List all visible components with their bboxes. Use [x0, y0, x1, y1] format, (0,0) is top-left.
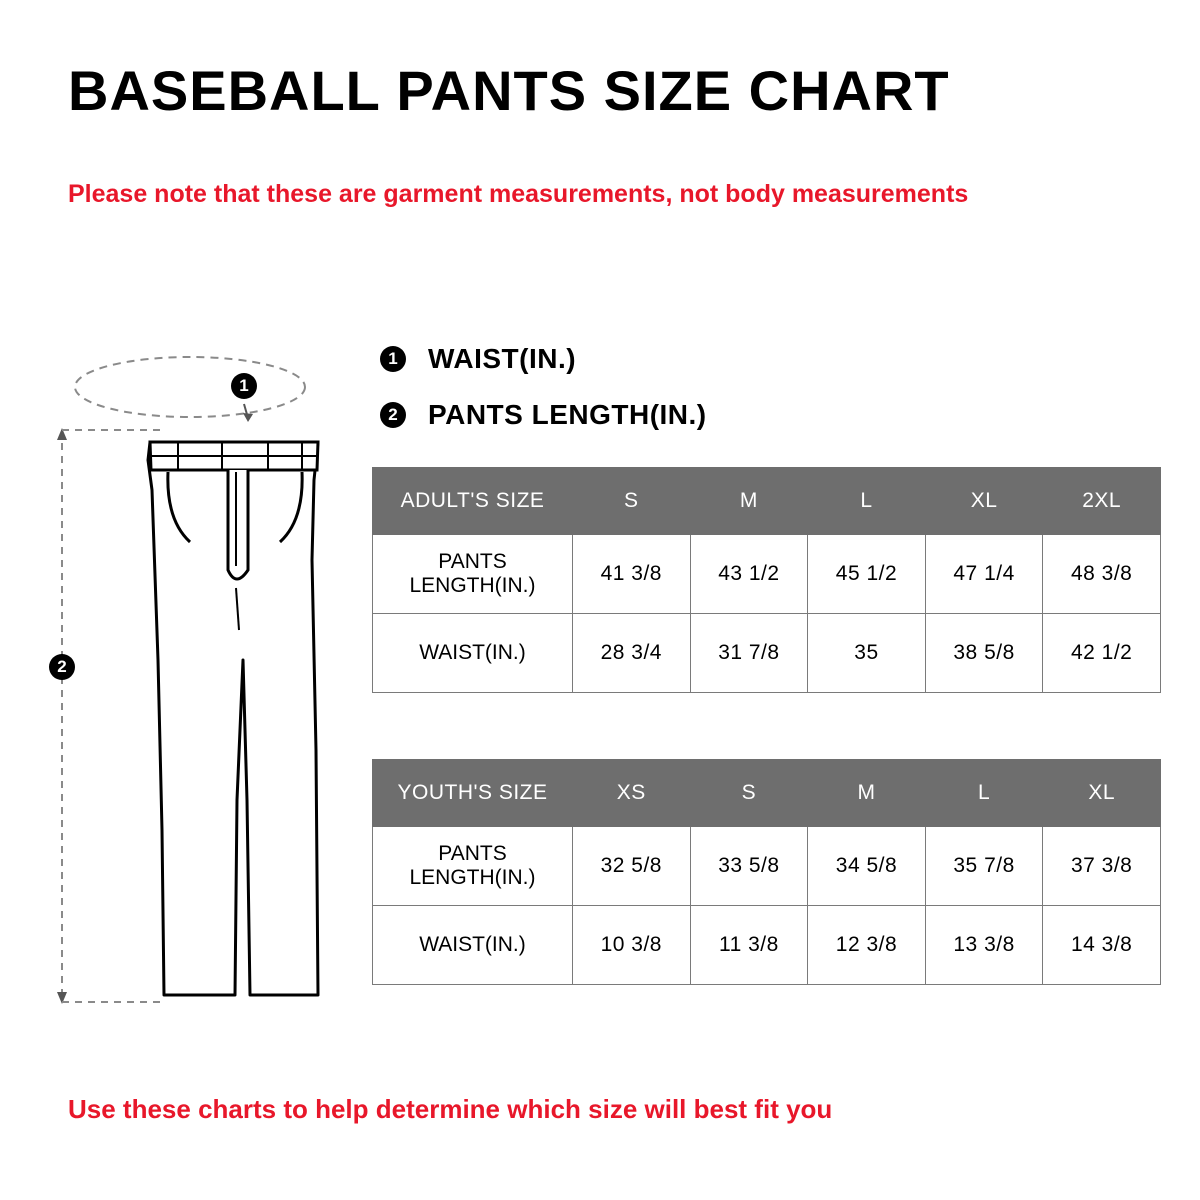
legend-label-waist: WAIST(IN.)	[428, 343, 577, 374]
youth-row-1-label: WAIST(IN.)	[373, 906, 573, 985]
adult-row-0-val-3: 47 1/4	[925, 535, 1043, 614]
adult-col-1: M	[690, 468, 808, 535]
youth-col-3: L	[925, 760, 1043, 827]
youth-row-0-val-3: 35 7/8	[925, 827, 1043, 906]
adult-row-1-val-0: 28 3/4	[573, 614, 691, 693]
youth-col-1: S	[690, 760, 808, 827]
youth-col-2: M	[808, 760, 926, 827]
diagram-badge-waist: 1	[231, 373, 257, 399]
adult-col-0: S	[573, 468, 691, 535]
table-row	[373, 906, 1161, 985]
table-header-row	[373, 760, 1161, 827]
adult-col-4: 2XL	[1043, 468, 1161, 535]
adult-corner-line1: ADULT'S SIZE	[400, 488, 545, 512]
adult-row-1-val-2: 35	[808, 614, 926, 693]
adult-row-0-val-1: 43 1/2	[690, 535, 808, 614]
youth-row-1-val-1: 11 3/8	[690, 906, 808, 985]
adult-col-3: XL	[925, 468, 1043, 535]
table-row	[373, 535, 1161, 614]
adult-row-0-label: PANTS LENGTH(IN.)	[373, 535, 573, 614]
youth-row-1-val-3: 13 3/8	[925, 906, 1043, 985]
youth-row-0-val-0: 32 5/8	[573, 827, 691, 906]
youth-corner-label	[373, 760, 573, 827]
legend-label-length: PANTS LENGTH(IN.)	[428, 399, 707, 430]
adult-row-0-val-2: 45 1/2	[808, 535, 926, 614]
youth-col-4: XL	[1043, 760, 1161, 827]
measurement-note: Please note that these are garment measurements, not body measurements	[68, 180, 969, 208]
adult-row-0-val-4: 48 3/8	[1043, 535, 1161, 614]
youth-row-0-label: PANTS LENGTH(IN.)	[373, 827, 573, 906]
table-row	[373, 827, 1161, 906]
table-row	[373, 614, 1161, 693]
adult-corner-label	[373, 468, 573, 535]
table-header-row	[373, 468, 1161, 535]
youth-row-1-val-0: 10 3/8	[573, 906, 691, 985]
badge-two-icon: 2	[380, 402, 406, 428]
adult-row-0-val-0: 41 3/8	[573, 535, 691, 614]
legend-item-length	[380, 392, 707, 438]
youth-size-table	[372, 759, 1161, 985]
adult-size-table	[372, 467, 1161, 693]
youth-row-1-val-2: 12 3/8	[808, 906, 926, 985]
youth-row-0-val-4: 37 3/8	[1043, 827, 1161, 906]
footer-note: Use these charts to help determine which size will best fit you	[68, 1094, 833, 1124]
adult-col-2: L	[808, 468, 926, 535]
youth-corner-line1: YOUTH'S SIZE	[397, 780, 548, 804]
youth-row-0-val-2: 34 5/8	[808, 827, 926, 906]
pants-illustration-svg	[40, 330, 370, 1020]
badge-one-icon: 1	[380, 346, 406, 372]
diagram-badge-length: 2	[49, 654, 75, 680]
adult-row-1-val-1: 31 7/8	[690, 614, 808, 693]
pants-diagram	[40, 330, 370, 1020]
adult-row-1-val-4: 42 1/2	[1043, 614, 1161, 693]
page-title: BASEBALL PANTS SIZE CHART	[68, 59, 950, 122]
adult-row-1-label: WAIST(IN.)	[373, 614, 573, 693]
youth-row-0-val-1: 33 5/8	[690, 827, 808, 906]
legend-item-waist	[380, 336, 707, 382]
legend	[380, 336, 707, 448]
youth-col-0: XS	[573, 760, 691, 827]
youth-row-1-val-4: 14 3/8	[1043, 906, 1161, 985]
adult-row-1-val-3: 38 5/8	[925, 614, 1043, 693]
